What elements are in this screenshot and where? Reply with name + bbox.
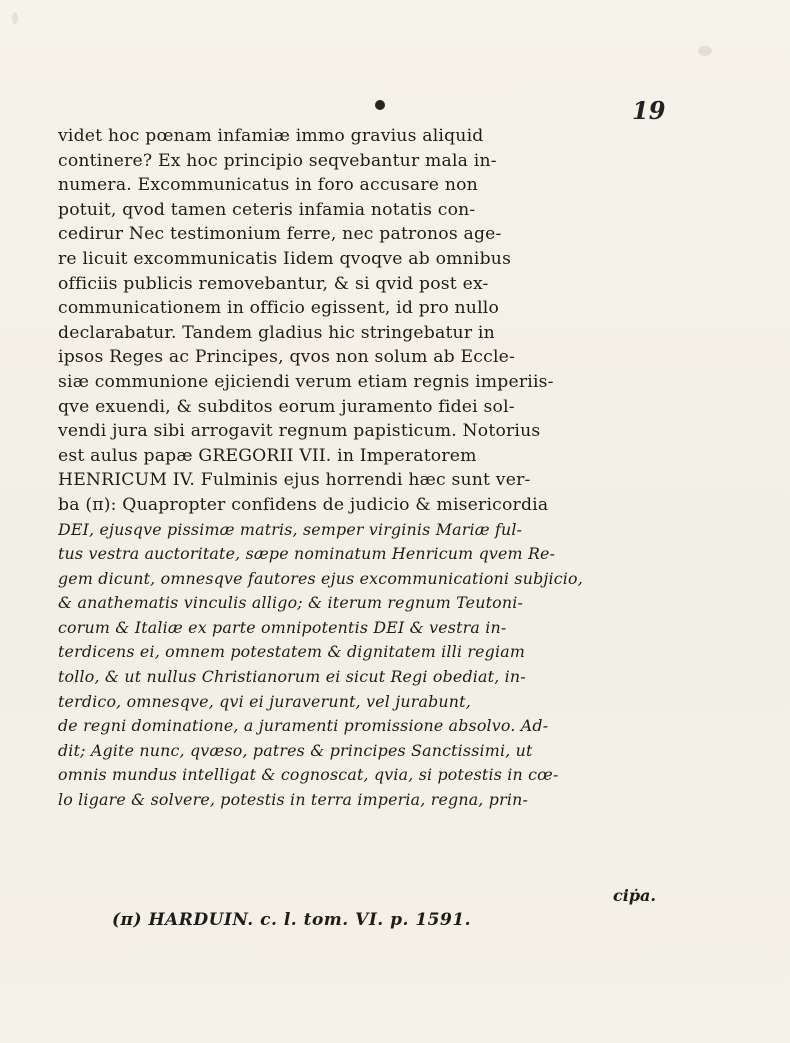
text-line: tus vestra auctoritate, sæpe nominatum Henricum qvem Re- [58, 544, 556, 564]
text-block [58, 124, 678, 813]
text-line: est aulus papæ GREGORII VII. in Imperatorem [58, 445, 477, 466]
text-line: gem dicunt, omnesqve fautores ejus excommunicationi subjicio, [58, 568, 583, 588]
paper-stain [698, 46, 712, 56]
text-line: declarabatur. Tandem gladius hic stringebatur in [58, 322, 495, 343]
text-line: siæ communione ejiciendi verum etiam regnis imperiis- [58, 371, 554, 392]
text-line: videt hoc pœnam infamiæ immo gravius aliquid [58, 126, 484, 146]
text-line: officiis publicis removebantur, & si qvid post ex- [58, 273, 489, 294]
text-line: terdicens ei, omnem potestatem & dignitatem illi regiam [58, 642, 525, 662]
catchword: ciṗa. [613, 886, 656, 905]
text-line: corum & Italiæ ex parte omnipotentis DEI & vestra in- [58, 617, 507, 637]
text-line: ipsos Reges ac Principes, qvos non solum ab Eccle- [58, 347, 516, 368]
text-line: numera. Excommunicatus in foro accusare non [58, 175, 478, 196]
text-line: DEI, ejusqve pissimæ matris, semper virginis Mariæ ful- [58, 519, 523, 539]
text-line: HENRICUM IV. Fulminis ejus horrendi hæc sunt ver- [58, 470, 531, 491]
text-line: lo ligare & solvere, potestis in terra imperia, regna, prin- [58, 790, 528, 810]
text-line: omnis mundus intelligat & cognoscat, qvia, si potestis in cœ- [58, 765, 559, 785]
text-line: terdico, omnesqve, qvi ei juraverunt, vel jurabunt, [58, 691, 471, 711]
text-line: tollo, & ut nullus Christianorum ei sicut Regi obediat, in- [58, 667, 526, 687]
text-line: dit; Agite nunc, qvæso, patres & principes Sanctissimi, ut [58, 740, 533, 760]
text-line: potuit, qvod tamen ceteris infamia notatis con- [58, 199, 476, 220]
text-line: re licuit excommunicatis Iidem qvoqve ab omnibus [58, 248, 512, 269]
ink-mark [375, 100, 385, 110]
text-line: de regni dominatione, a juramenti promissione absolvo. Ad- [58, 716, 549, 736]
text-line: communicationem in officio egissent, id pro nullo [58, 298, 500, 319]
text-line: continere? Ex hoc principio seqvebantur mala in- [58, 150, 497, 171]
footnote: (π) HARDUIN. c. l. tom. VI. p. 1591. [112, 910, 472, 930]
paper-stain [12, 12, 18, 24]
text-line: & anathematis vinculis alligo; & iterum regnum Teutoni- [58, 593, 524, 613]
text-line: cedirur Nec testimonium ferre, nec patronos age- [58, 224, 502, 245]
page-number: 19 [632, 96, 666, 125]
text-line: ba (π): Quapropter confidens de judicio & misericordia [58, 494, 549, 515]
text-line: vendi jura sibi arrogavit regnum papisticum. Notorius [58, 421, 541, 442]
text-line: qve exuendi, & subditos eorum juramento fidei sol- [58, 396, 515, 417]
